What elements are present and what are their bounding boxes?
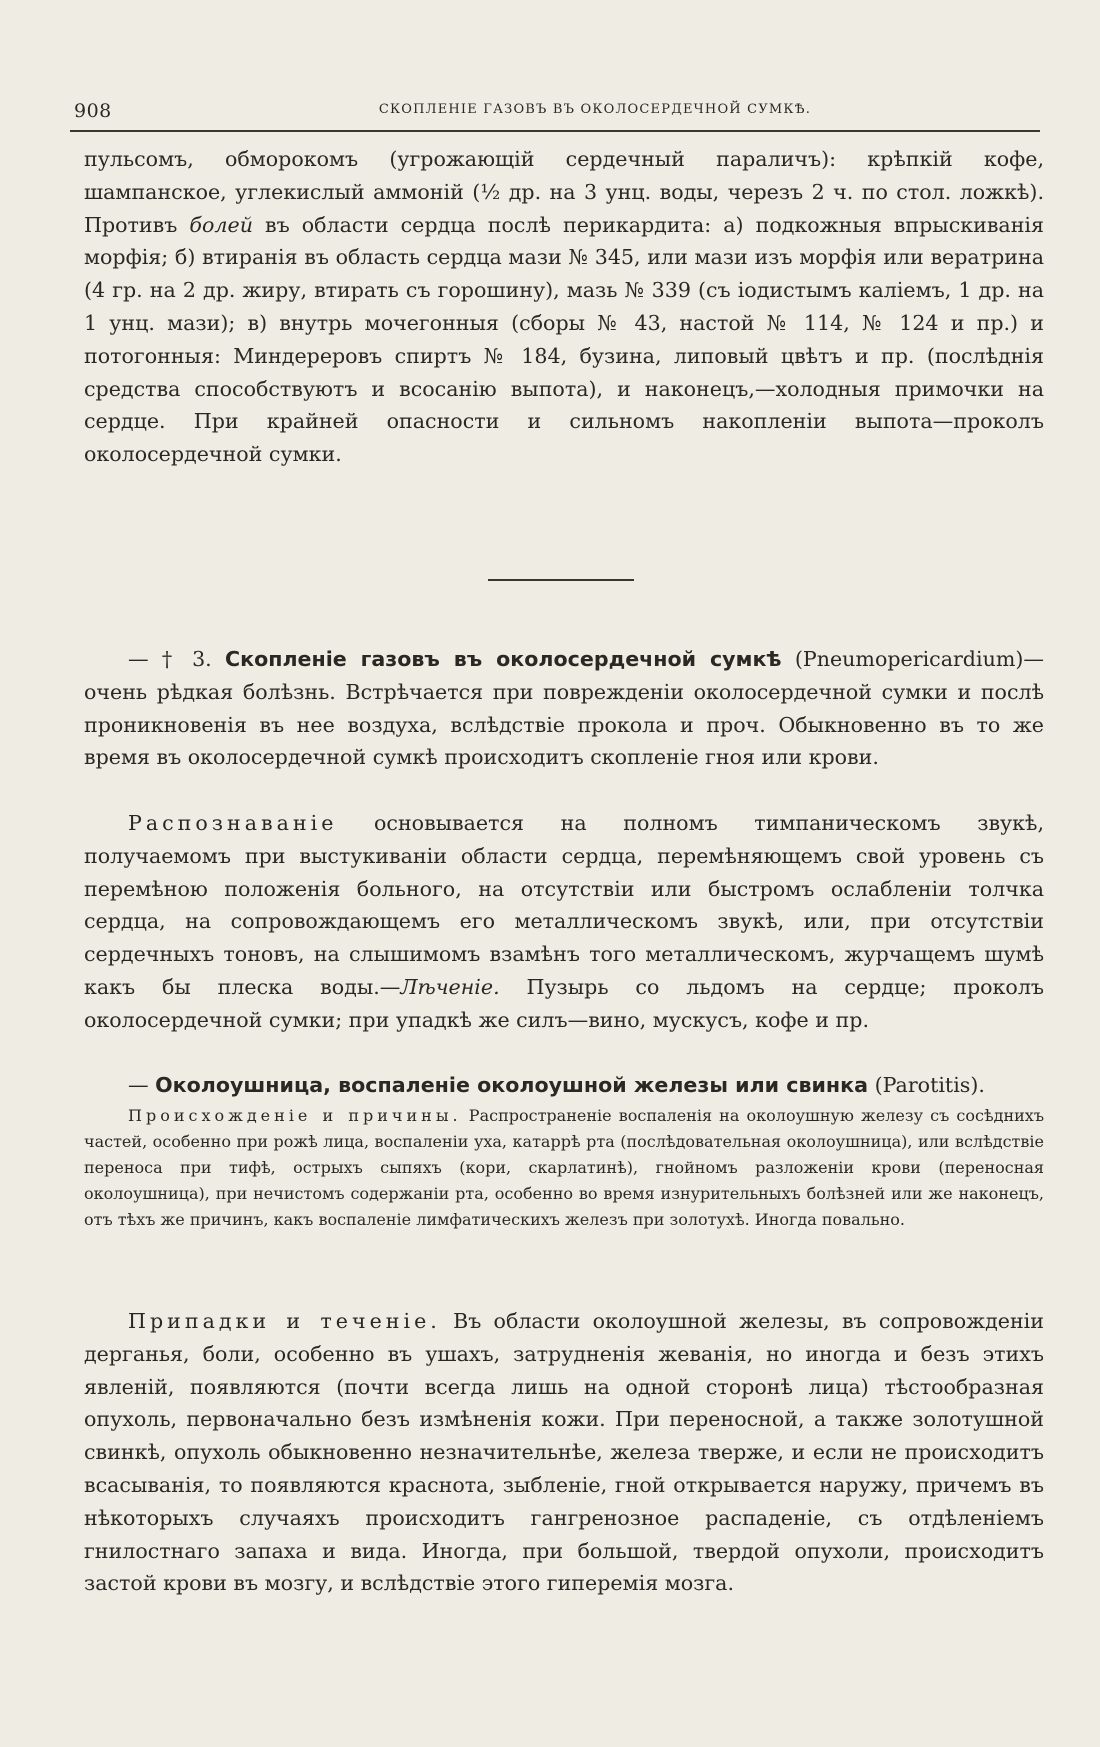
paragraph-text: пульсомъ, обморокомъ (угрожающій сердечный параличъ): крѣпкій кофе, шампанское, углекислый аммоній (½ др. на 3 унц. воды, черезъ 2 ч. по стол. ложкѣ). Противъ [84, 147, 1044, 237]
latin-name: (Parotitis). [868, 1073, 985, 1097]
section-divider [488, 579, 634, 581]
page-number: 908 [74, 100, 112, 122]
section-pneumopericardium [84, 643, 1044, 774]
origin-text: Распространеніе воспаленія на околоушную железу съ сосѣднихъ частей, особенно при рожѣ лица, воспаленіи уха, катаррѣ рта (послѣдовательная околоушница), или вслѣдствіе переноса при тифѣ, острыхъ сыпяхъ (кори, скарлатинѣ), гнойномъ разложеніи крови (переносная околоушница), при нечистомъ содержаніи рта, особенно во время изнурительныхъ болѣзней или же наконецъ, отъ тѣхъ же причинъ, какъ воспаленіе лимфатическихъ железъ при золотухѣ. Иногда повально. [84, 1106, 1045, 1229]
italic-term: болей [189, 212, 253, 237]
section-heading: Околоушница, воспаленіе околоушной железы или свинка [155, 1073, 869, 1097]
diagnosis-text: основывается на полномъ тимпаническомъ звукѣ, получаемомъ при выстукиваніи области сердца, перемѣняющемъ свой уровень съ перемѣною положенія больного, на отсутствіи или быстромъ ослабленіи толчка сердца, на сопровождающемъ его металлическомъ звукѣ, или, при отсутствіи сердечныхъ тоновъ, на слышимомъ взамѣнъ того металлическомъ, журчащемъ шумѣ какъ бы плеска воды.— [84, 811, 1044, 999]
page-header [70, 96, 1040, 132]
origin-label: Происхожденіе и причины. [128, 1106, 462, 1125]
section-text: —очень рѣдкая болѣзнь. Встрѣчается при поврежденіи околосердечной сумки и послѣ проникновенія въ нее воздуха, вслѣдствіе прокола и проч. Обыкновенно въ то же время въ околосердечной сумкѣ происходитъ скопленіе гноя или крови. [84, 647, 1044, 770]
course-text: Въ области околоушной железы, въ сопровожденіи дерганья, боли, особенно въ ушахъ, затрудненія жеванія, но иногда и безъ этихъ явленій, появляются (почти всегда лишь на одной сторонѣ лица) тѣстообразная опухоль, первоначально безъ измѣненія кожи. При переносной, а также золотушной свинкѣ, опухоль обыкновенно незначительнѣе, железа тверже, и если не происходитъ всасыванія, то появляются краснота, зыбленіе, гной открывается наружу, причемъ въ нѣкоторыхъ случаяхъ происходитъ гангренозное распаденіе, съ отдѣленіемъ гнилостнаго запаха и вида. Иногда, при большой, твердой опухоли, происходитъ застой крови въ мозгу, и вслѣдствіе этого гиперемія мозга. [84, 1309, 1044, 1596]
paragraph-diagnosis [84, 807, 1044, 1037]
course-label: Припадки и теченіе. [128, 1309, 441, 1333]
section-lead: — † 3. [128, 647, 225, 671]
treatment-label: Лѣченіе. [400, 974, 500, 999]
paragraph-course [84, 1305, 1044, 1600]
section-heading: Скопленіе газовъ въ околосердечной сумкѣ [224, 647, 782, 671]
paragraph-treatment-end [84, 143, 1044, 471]
latin-name: (Pneumopericardium) [781, 647, 1024, 671]
diagnosis-label: Распознаваніе [128, 811, 338, 835]
running-title: СКОПЛЕНІЕ ГАЗОВЪ ВЪ ОКОЛОСЕРДЕЧНОЙ СУМКѢ. [378, 102, 812, 117]
treatment-text: Пузырь со льдомъ на сердце; проколъ околосердечной сумки; при упадкѣ же силъ—вино, мускусъ, кофе и пр. [84, 974, 1045, 1032]
section-lead: — [128, 1073, 156, 1097]
paragraph-origin [84, 1103, 1044, 1233]
paragraph-text-continued: въ области сердца послѣ перикардита: а) подкожныя впрыскиванія морфія; б) втиранія въ область сердца мази № 345, или мази изъ морфія или вератрина (4 гр. на 2 др. жиру, втирать съ горошину), мазь № 339 (съ іодистымъ каліемъ, 1 др. на 1 унц. мази); в) внутрь мочегонныя (сборы № 43, настой № 114, № 124 и пр.) и потогонныя: Миндереровъ спиртъ № 184, бузина, липовый цвѣтъ и пр. (послѣднія средства способствуютъ и всосанію выпота), и наконецъ,—холодныя примочки на сердце. При крайней опасности и сильномъ накопленіи выпота—проколъ околосердечной сумки. [84, 212, 1044, 467]
section-parotitis-heading [84, 1069, 1044, 1102]
